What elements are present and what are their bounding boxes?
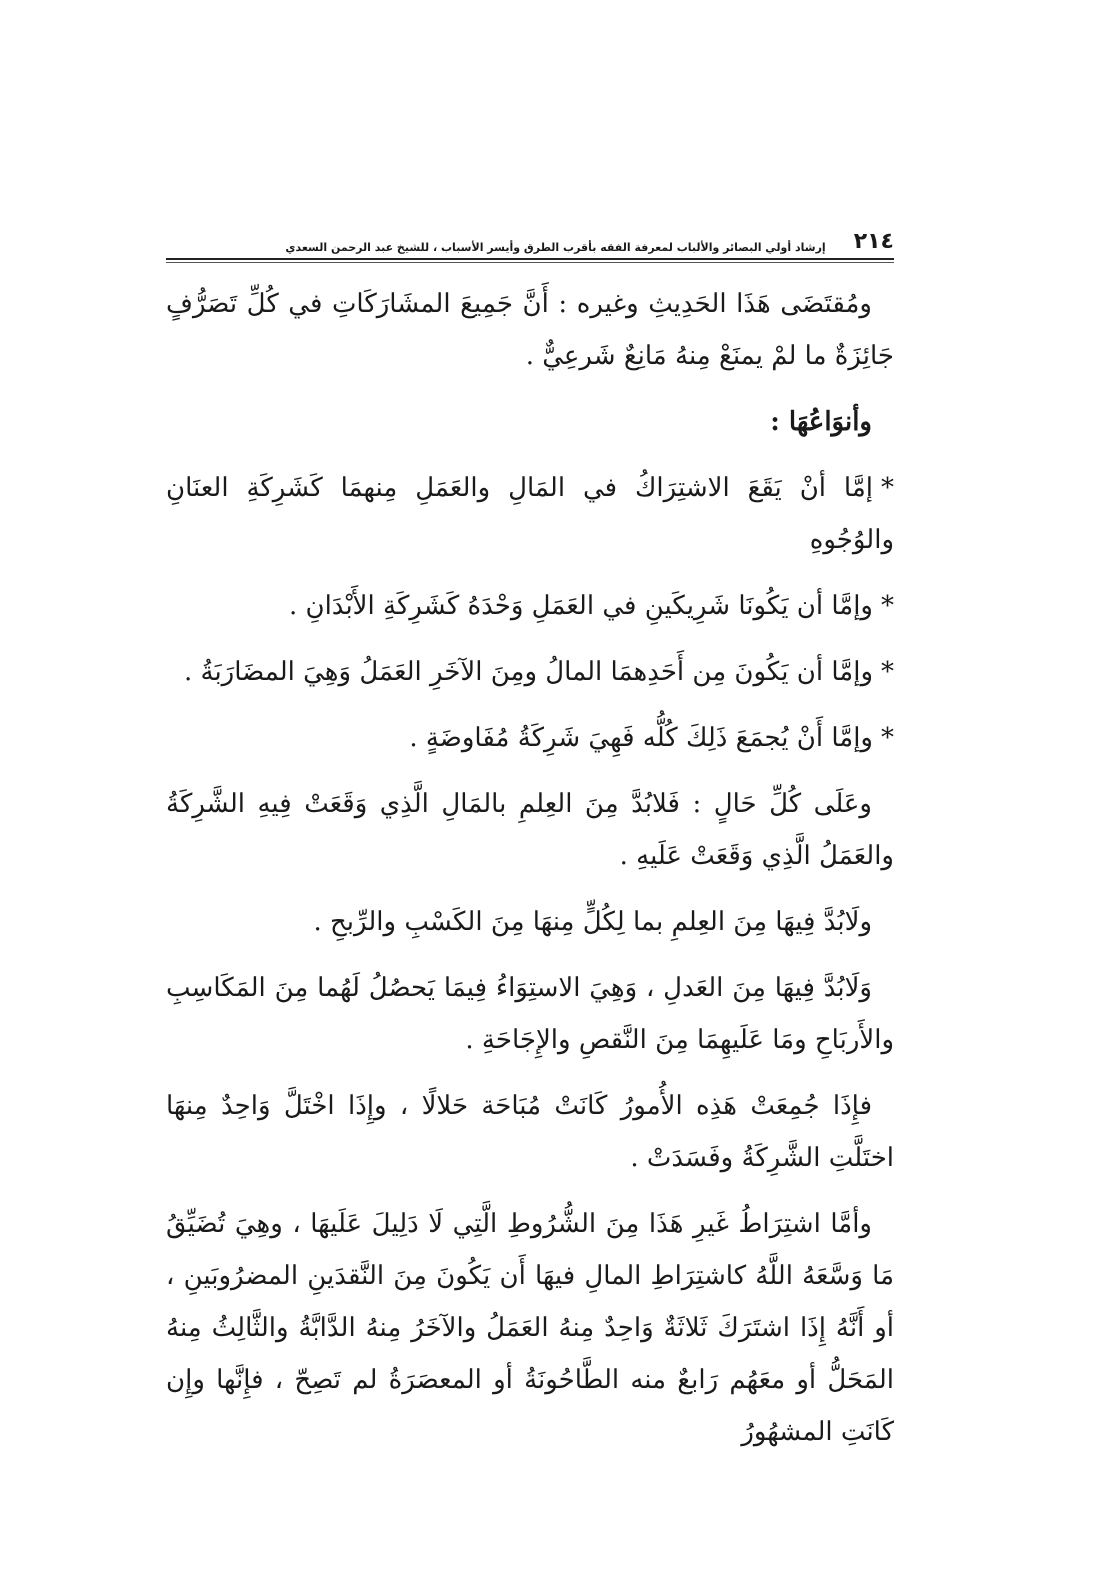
header-rule-thin bbox=[166, 262, 894, 263]
bullet-item-3 bbox=[166, 646, 894, 698]
running-header bbox=[166, 220, 894, 254]
bullet-mark: * bbox=[881, 723, 894, 753]
header-rule bbox=[166, 258, 894, 260]
bullet-text-4: وإمَّا أَنْ يُجمَعَ ذَلِكَ كُلُّه فَهِيَ شَرِكَةُ مُفَاوضَةٍ . bbox=[409, 723, 873, 753]
page-number: ٢١٤ bbox=[853, 229, 894, 254]
bullet-mark: * bbox=[881, 591, 894, 621]
paragraph-1: ومُقتَضَى هَذَا الحَدِيثِ وغيره : أَنَّ جَمِيعَ المشَارَكَاتِ في كُلِّ تَصَرُّفٍ جَائِزَةٌ ما لمْ يمنَعْ مِنهُ مَانِعٌ شَرعِيٌّ . bbox=[166, 289, 894, 371]
bullet-text-2: وإمَّا أن يَكُونَا شَرِيكَينِ في العَمَلِ وَحْدَهُ كَشَرِكَةِ الأَبْدَانِ . bbox=[288, 591, 873, 621]
running-title: إرشاد أولي البصائر والألباب لمعرفة الفقه بأقرب الطرق وأيسر الأسباب ، للشيخ عبد الرحمن السعدي bbox=[285, 241, 826, 254]
bullet-text-1: إمَّا أنْ يَقَعَ الاشتِرَاكُ في المَالِ والعَمَلِ مِنهمَا كَشَرِكَةِ العنَانِ والوُجُوهِ bbox=[166, 473, 894, 555]
paragraph-3: ولَابُدَّ فِيهَا مِنَ العِلمِ بما لِكُلٍّ مِنهَا مِنَ الكَسْبِ والرِّبحِ . bbox=[313, 907, 872, 937]
bullet-item-4 bbox=[166, 712, 894, 764]
bullet-item-1 bbox=[166, 462, 894, 566]
bullet-mark: * bbox=[881, 473, 894, 503]
bullet-text-3: وإمَّا أن يَكُونَ مِن أَحَدِهمَا المالُ ومِنَ الآخَرِ العَمَلُ وَهِيَ المضَارَبَةُ . bbox=[183, 657, 873, 687]
bullet-mark: * bbox=[881, 657, 894, 687]
section-heading: وأنوَاعُهَا : bbox=[770, 407, 872, 437]
paragraph-2: وعَلَى كُلِّ حَالٍ : فَلابُدَّ مِنَ العِلمِ بالمَالِ الَّذِي وَقَعَتْ فِيهِ الشَّرِكَةُ والعَمَلُ الَّذِي وَقَعَتْ عَلَيهِ . bbox=[166, 789, 894, 871]
body-text bbox=[166, 278, 894, 1472]
paragraph-6: وأمَّا اشتِرَاطُ غَيرِ هَذَا مِنَ الشُّرُوطِ الَّتِي لَا دَلِيلَ عَلَيهَا ، وهِيَ تُضَيِّقُ مَا وَسَّعَهُ اللَّهُ كاشتِرَاطِ المالِ فيهَا أَن يَكُونَ مِنَ النَّقدَينِ المضرُوبَينِ ، أو أَنَّهُ إِذَا اشتَرَكَ ثَلاثَةٌ وَاحِدٌ مِنهُ العَمَلُ والآخَرُ مِنهُ الدَّابَّةُ والثَّالِثُ مِنهُ المَحَلُّ أو معَهُم رَابعٌ منه الطَّاحُونَةُ أو المعصَرَةُ لم تَصِحّ ، فإِنَّها وإِن كَانَتِ المشهُورُ bbox=[166, 1209, 894, 1447]
paragraph-5: فإِذَا جُمِعَتْ هَذِه الأُمورُ كَانَتْ مُبَاحَة حَلالًا ، وإِذَا اخْتَلَّ وَاحِدٌ مِنهَا اختَلَّتِ الشَّرِكَةُ وفَسَدَتْ . bbox=[166, 1091, 894, 1173]
paragraph-4: وَلَابُدَّ فِيهَا مِنَ العَدلِ ، وَهِيَ الاستِوَاءُ فِيمَا يَحصُلُ لَهُما مِنَ المَكَاسِبِ والأَربَاحِ ومَا عَلَيهِمَا مِنَ النَّقصِ والإِجَاحَةِ . bbox=[166, 973, 894, 1055]
bullet-item-2 bbox=[166, 580, 894, 632]
